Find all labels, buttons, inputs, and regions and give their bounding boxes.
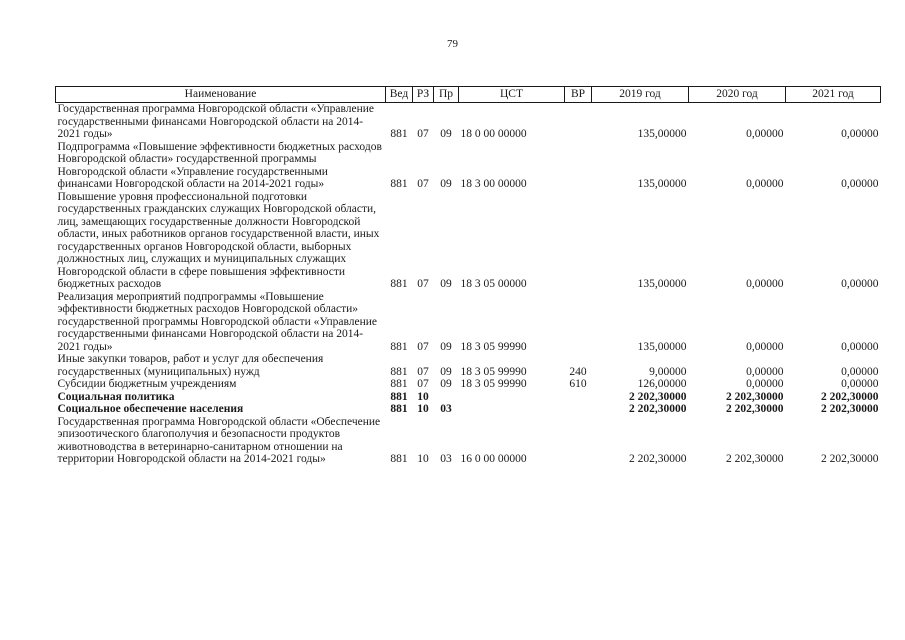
table-row [56,378,881,391]
cell-2020: 0,00000 [746,278,784,290]
table-row [56,291,881,354]
cell-cst: 18 3 05 99990 [460,365,527,378]
cell-rz: 07 [417,378,429,390]
cell-rz: 10 [417,403,429,415]
cell-name: Государственная программа Новгородской области «Управление государственными финансами Новгородской области на 2014-2021 годы» [57,103,375,140]
cell-rz: 10 [417,453,429,465]
cell-2019: 2 202,30000 [629,390,687,403]
cell-ved: 881 [390,340,408,353]
cell-pr: 09 [440,378,452,390]
budget-table [55,86,881,466]
header-pr: Пр [434,87,459,103]
cell-cst: 18 3 00 00000 [460,178,527,190]
header-rz: РЗ [413,87,434,103]
table-header-row [56,87,881,103]
cell-name: Подпрограмма «Повышение эффективности бюджетных расходов Новгородской области» государственной программы Новгородской области «Управление государственными финансами Новгородской области на 2014-2021 годы» [57,140,382,190]
cell-pr: 09 [440,365,452,378]
cell-cst: 18 3 05 99990 [460,378,527,390]
cell-cst: 16 0 00 00000 [460,453,527,465]
cell-pr: 09 [440,278,452,290]
cell-cst: 18 3 05 99990 [460,340,527,353]
cell-pr: 09 [440,340,452,353]
cell-2019: 2 202,30000 [629,453,687,465]
header-2021: 2021 год [786,87,881,103]
cell-rz: 07 [417,340,429,353]
cell-vr: 240 [569,365,587,378]
cell-2019: 2 202,30000 [629,403,687,415]
cell-pr: 03 [440,453,452,465]
cell-vr [565,291,592,354]
header-vr: ВР [565,87,592,103]
cell-2019: 135,00000 [637,128,687,140]
cell-cst [459,391,565,404]
cell-cst: 18 0 00 00000 [460,128,527,140]
cell-2020: 0,00000 [746,128,784,140]
cell-2021: 0,00000 [841,365,879,378]
cell-2021: 2 202,30000 [821,453,879,465]
cell-2021: 0,00000 [841,340,879,353]
cell-vr [565,141,592,191]
cell-rz: 07 [417,128,429,140]
cell-2021: 0,00000 [841,378,879,390]
header-ved: Вед [386,87,413,103]
cell-vr [565,391,592,404]
table-row [56,391,881,404]
cell-cst: 18 3 05 00000 [460,278,527,290]
cell-pr: 03 [440,403,452,415]
cell-ved: 881 [390,128,408,140]
cell-ved: 881 [390,178,408,190]
cell-2019: 135,00000 [637,178,687,190]
table-row [56,416,881,466]
table-row [56,403,881,416]
cell-pr [434,391,459,404]
cell-name: Повышение уровня профессиональной подготовки государственных гражданских служащих Новгородской области, лиц, замещающих государственные должности Новгородской области, иных работников органов государственной власти, иных государственных органов Новгородской области, выборных должностных лиц, служащих и муниципальных служащих Новгородской области в сфере повышения эффективности бюджетных расходов [57,190,380,290]
table-row [56,191,881,291]
cell-name: Государственная программа Новгородской области «Обеспечение эпизоотического благополучия и безопасности продуктов животноводства в ветеринарно-санитарном отношении на территории Новгородской области на 2014-2021 годы» [57,415,381,465]
cell-pr: 09 [440,128,452,140]
cell-2020: 0,00000 [746,365,784,378]
cell-name: Социальная политика [57,390,175,403]
table-row [56,103,881,141]
cell-rz: 07 [417,365,429,378]
cell-2019: 126,00000 [637,378,687,390]
cell-2020: 2 202,30000 [726,403,784,415]
cell-vr [565,191,592,291]
page-number: 79 [447,38,458,50]
cell-ved: 881 [390,390,408,403]
cell-vr [565,103,592,141]
cell-ved: 881 [390,403,408,415]
cell-2020: 2 202,30000 [726,390,784,403]
cell-pr: 09 [440,178,452,190]
cell-2019: 135,00000 [637,340,687,353]
cell-rz: 07 [417,278,429,290]
table-row [56,353,881,378]
table-row [56,141,881,191]
cell-name: Иные закупки товаров, работ и услуг для обеспечения государственных (муниципальных) нужд [57,353,324,378]
cell-ved: 881 [390,378,408,390]
cell-2019: 135,00000 [637,278,687,290]
cell-ved: 881 [390,453,408,465]
header-name: Наименование [56,87,386,103]
cell-2021: 0,00000 [841,128,879,140]
cell-2021: 2 202,30000 [821,403,879,415]
cell-cst [459,403,565,416]
table-body [56,103,881,466]
cell-rz: 07 [417,178,429,190]
cell-2020: 0,00000 [746,378,784,390]
cell-2019: 9,00000 [649,365,687,378]
header-2020: 2020 год [689,87,786,103]
cell-name: Реализация мероприятий подпрограммы «Повышение эффективности бюджетных расходов Новгородской области» государственной программы Новгородской области «Управление государственными финансами Новгородской области на 2014-2021 годы» [57,290,378,353]
cell-ved: 881 [390,278,408,290]
cell-vr: 610 [569,378,587,390]
cell-name: Социальное обеспечение населения [57,403,244,415]
cell-vr [565,416,592,466]
cell-name: Субсидии бюджетным учреждениям [57,378,237,390]
header-cst: ЦСТ [459,87,565,103]
cell-rz: 10 [417,390,429,403]
cell-vr [565,403,592,416]
cell-2021: 0,00000 [841,278,879,290]
cell-2020: 0,00000 [746,178,784,190]
cell-2021: 2 202,30000 [821,390,879,403]
cell-ved: 881 [390,365,408,378]
header-2019: 2019 год [592,87,689,103]
cell-2020: 0,00000 [746,340,784,353]
cell-2020: 2 202,30000 [726,453,784,465]
cell-2021: 0,00000 [841,178,879,190]
